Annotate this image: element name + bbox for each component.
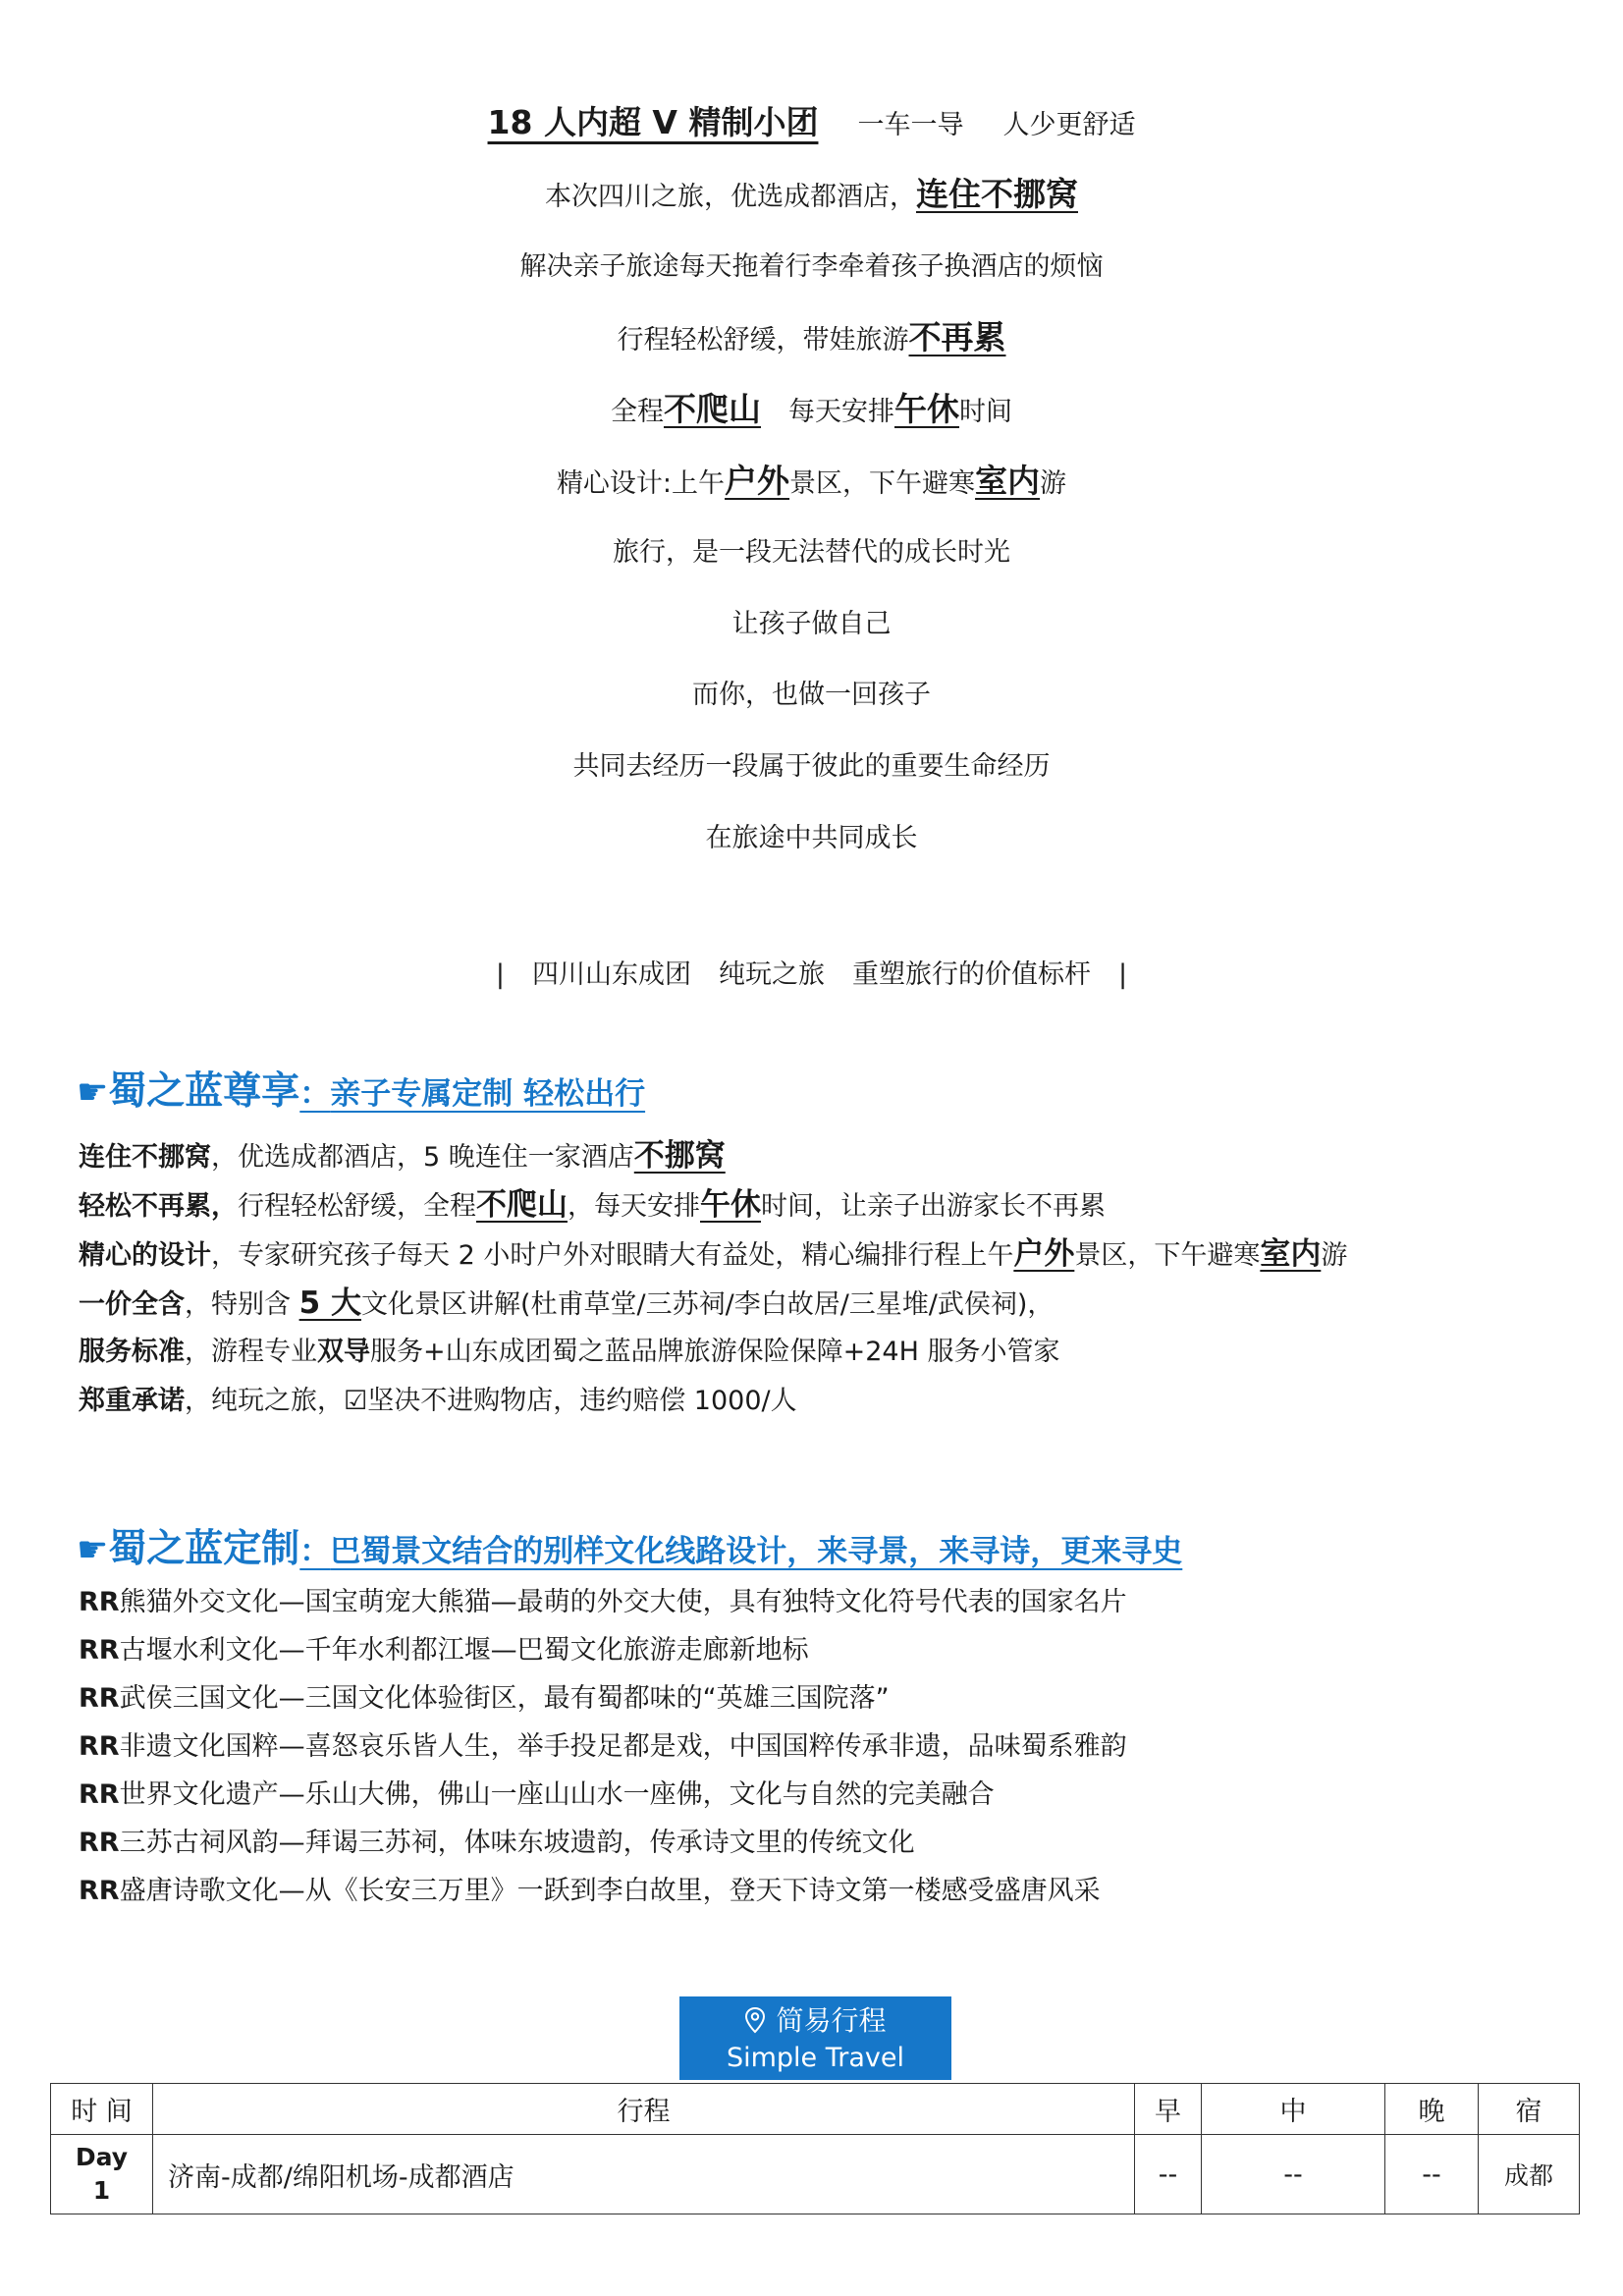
row-5-post: 服务+山东成团蜀之蓝品牌旅游保险保障+24H 服务小管家 [370, 1337, 1060, 1367]
intro-line-6-post: 游 [1040, 468, 1067, 499]
route-cell: 济南-成都/绵阳机场-成都酒店 [153, 2135, 1135, 2214]
intro-line-6 [0, 462, 1623, 504]
section2-title: 蜀之蓝定制 [108, 1527, 300, 1571]
culture-item-tag: RR [79, 1731, 120, 1762]
row-5-pre: ，游程专业 [185, 1337, 317, 1367]
section2-heading [77, 1518, 1182, 1573]
simple-travel-badge [679, 1996, 951, 2080]
pointing-hand-icon: ☛ [77, 1530, 109, 1570]
culture-item [79, 1776, 995, 1815]
stay-cell: 成都 [1479, 2135, 1580, 2214]
intro-line-6-emphasis-1: 户外 [725, 462, 790, 500]
section1-row-6 [79, 1382, 797, 1421]
slogan-part-1: 四川山东成团 [532, 959, 691, 990]
row-3-mid: 景区，下午避寒 [1074, 1240, 1261, 1271]
day-label: Day [75, 2143, 129, 2171]
intro-line-5-emphasis-2: 午休 [894, 390, 959, 428]
intro-line-2-emphasis: 连住不挪窝 [916, 175, 1078, 213]
row-3-post: 游 [1321, 1240, 1348, 1271]
culture-item-text: 古堰水利文化—千年水利都江堰—巴蜀文化旅游走廊新地标 [119, 1635, 809, 1666]
intro-line-7: 旅行，是一段无法替代的成长时光 [613, 537, 1010, 568]
row-3-emphasis-1: 户外 [1013, 1236, 1075, 1272]
culture-item [79, 1727, 1127, 1767]
row-2-mid: ，每天安排 [568, 1191, 700, 1222]
intro-headline-line [0, 103, 1623, 145]
row-1-emphasis: 不挪窝 [633, 1138, 726, 1174]
culture-item [79, 1679, 890, 1719]
culture-item-text: 世界文化遗产—乐山大佛，佛山一座山山水一座佛，文化与自然的完美融合 [119, 1779, 995, 1810]
row-6-key: 郑重承诺 [79, 1386, 185, 1416]
section1-colon: ： [299, 1076, 331, 1112]
row-3-key: 精心的设计 [79, 1240, 211, 1271]
section1-heading [77, 1061, 645, 1116]
row-5-bold: 双导 [317, 1337, 370, 1367]
intro-line-5-emphasis-1: 不爬山 [664, 390, 761, 428]
section1-row-1 [79, 1136, 726, 1177]
row-3-emphasis-2: 室内 [1260, 1236, 1322, 1272]
intro-headline: 18 人内超 V 精制小团 [487, 103, 819, 141]
intro-tag-1: 一车一导 [857, 110, 964, 140]
breakfast-cell: -- [1135, 2135, 1202, 2214]
header-stay: 宿 [1479, 2084, 1580, 2135]
slogan-part-3: 重塑旅行的价值标杆 [852, 959, 1091, 990]
row-2-key: 轻松不再累， [79, 1191, 238, 1222]
section2-subtitle: 巴蜀景文结合的别样文化线路设计，来寻景，来寻诗，更来寻史 [330, 1534, 1183, 1569]
location-pin-icon [744, 2006, 766, 2042]
row-4-key: 一价全含 [79, 1289, 185, 1320]
intro-tag-2: 人少更舒适 [1002, 110, 1136, 140]
row-2-emphasis-1: 不爬山 [476, 1187, 568, 1223]
slogan [0, 956, 1623, 995]
day-number: 1 [92, 2176, 111, 2205]
intro-line-8: 让孩子做自己 [731, 609, 892, 639]
dinner-cell: -- [1385, 2135, 1479, 2214]
row-2-post: 时间，让亲子出游家长不再累 [761, 1191, 1106, 1222]
intro-line-10: 共同去经历一段属于彼此的重要生命经历 [572, 751, 1051, 782]
table-row [51, 2135, 1580, 2214]
section1-title: 蜀之蓝尊享 [108, 1069, 300, 1114]
intro-line-5 [0, 390, 1623, 432]
lunch-cell: -- [1202, 2135, 1385, 2214]
itinerary-table [50, 2083, 1580, 2214]
culture-item-tag: RR [79, 1876, 120, 1906]
row-4-pre: ，特别含 [185, 1289, 299, 1320]
intro-line-6-mid: 景区，下午避寒 [789, 468, 976, 499]
section1-row-2 [79, 1185, 1106, 1227]
culture-item [79, 1872, 1101, 1911]
culture-item-text: 非遗文化国粹—喜怒哀乐皆人生，举手投足都是戏，中国国粹传承非遗，品味蜀系雅韵 [119, 1731, 1127, 1762]
header-lunch: 中 [1202, 2084, 1385, 2135]
culture-item-text: 熊猫外交文化—国宝萌宠大熊猫—最萌的外交大使，具有独特文化符号代表的国家名片 [119, 1587, 1127, 1617]
row-4-emphasis: 5 大 [298, 1285, 361, 1321]
intro-line-5-mid: 每天安排 [788, 397, 894, 427]
intro-line-11: 在旅途中共同成长 [705, 823, 918, 853]
intro-line-4-emphasis: 不再累 [908, 318, 1006, 356]
intro-line-2 [0, 175, 1623, 217]
culture-item [79, 1583, 1127, 1622]
pointing-hand-icon: ☛ [77, 1072, 109, 1113]
intro-line-5-pre: 全程 [611, 397, 664, 427]
header-breakfast: 早 [1135, 2084, 1202, 2135]
row-4-post: 文化景区讲解(杜甫草堂/三苏祠/李白故居/三星堆/武侯祠)， [360, 1289, 1055, 1320]
intro-line-6-pre: 精心设计:上午 [556, 468, 726, 499]
intro-line-5-post: 时间 [959, 397, 1012, 427]
culture-item-tag: RR [79, 1635, 120, 1666]
row-5-key: 服务标准 [79, 1337, 185, 1367]
section1-row-3 [79, 1234, 1347, 1276]
header-dinner: 晚 [1385, 2084, 1479, 2135]
row-6-text: ，纯玩之旅，☑坚决不进购物店，违约赔偿 1000/人 [185, 1386, 797, 1416]
intro-line-2-text: 本次四川之旅，优选成都酒店， [545, 182, 916, 212]
section1-row-4 [79, 1284, 1054, 1325]
row-2-pre: 行程轻松舒缓，全程 [238, 1191, 476, 1222]
table-header-row [51, 2084, 1580, 2135]
intro-line-9: 而你，也做一回孩子 [692, 680, 931, 710]
intro-line-6-emphasis-2: 室内 [975, 462, 1041, 500]
section1-subtitle: 亲子专属定制 轻松出行 [330, 1076, 646, 1112]
intro-line-3: 解决亲子旅途每天拖着行李牵着孩子换酒店的烦恼 [519, 251, 1104, 282]
culture-item-tag: RR [79, 1779, 120, 1810]
section2-colon: ： [299, 1534, 331, 1569]
day-cell [51, 2135, 153, 2214]
header-time: 时 间 [51, 2084, 153, 2135]
culture-item-tag: RR [79, 1683, 120, 1714]
row-2-emphasis-2: 午休 [700, 1187, 761, 1223]
culture-item [79, 1824, 915, 1863]
row-1-text: ，优选成都酒店，5 晚连住一家酒店 [211, 1142, 634, 1173]
badge-title-cn: 简易行程 [776, 2004, 887, 2037]
culture-item [79, 1631, 809, 1670]
slogan-bar-left: | [495, 959, 505, 990]
intro-line-4-text: 行程轻松舒缓，带娃旅游 [617, 325, 909, 355]
row-3-pre: ，专家研究孩子每天 2 小时户外对眼睛大有益处，精心编排行程上午 [211, 1240, 1014, 1271]
header-route: 行程 [153, 2084, 1135, 2135]
slogan-bar-right: | [1118, 959, 1128, 990]
culture-item-text: 盛唐诗歌文化—从《长安三万里》一跃到李白故里，登天下诗文第一楼感受盛唐风采 [119, 1876, 1101, 1906]
intro-line-4 [0, 318, 1623, 360]
culture-item-text: 武侯三国文化—三国文化体验街区，最有蜀都味的“英雄三国院落” [119, 1683, 890, 1714]
culture-item-text: 三苏古祠风韵—拜谒三苏祠，体味东坡遗韵，传承诗文里的传统文化 [119, 1828, 915, 1858]
slogan-part-2: 纯玩之旅 [719, 959, 825, 990]
row-1-key: 连住不挪窝 [79, 1142, 211, 1173]
culture-item-tag: RR [79, 1587, 120, 1617]
culture-item-tag: RR [79, 1828, 120, 1858]
section1-row-5 [79, 1333, 1060, 1372]
badge-title-en: Simple Travel [726, 2043, 905, 2073]
